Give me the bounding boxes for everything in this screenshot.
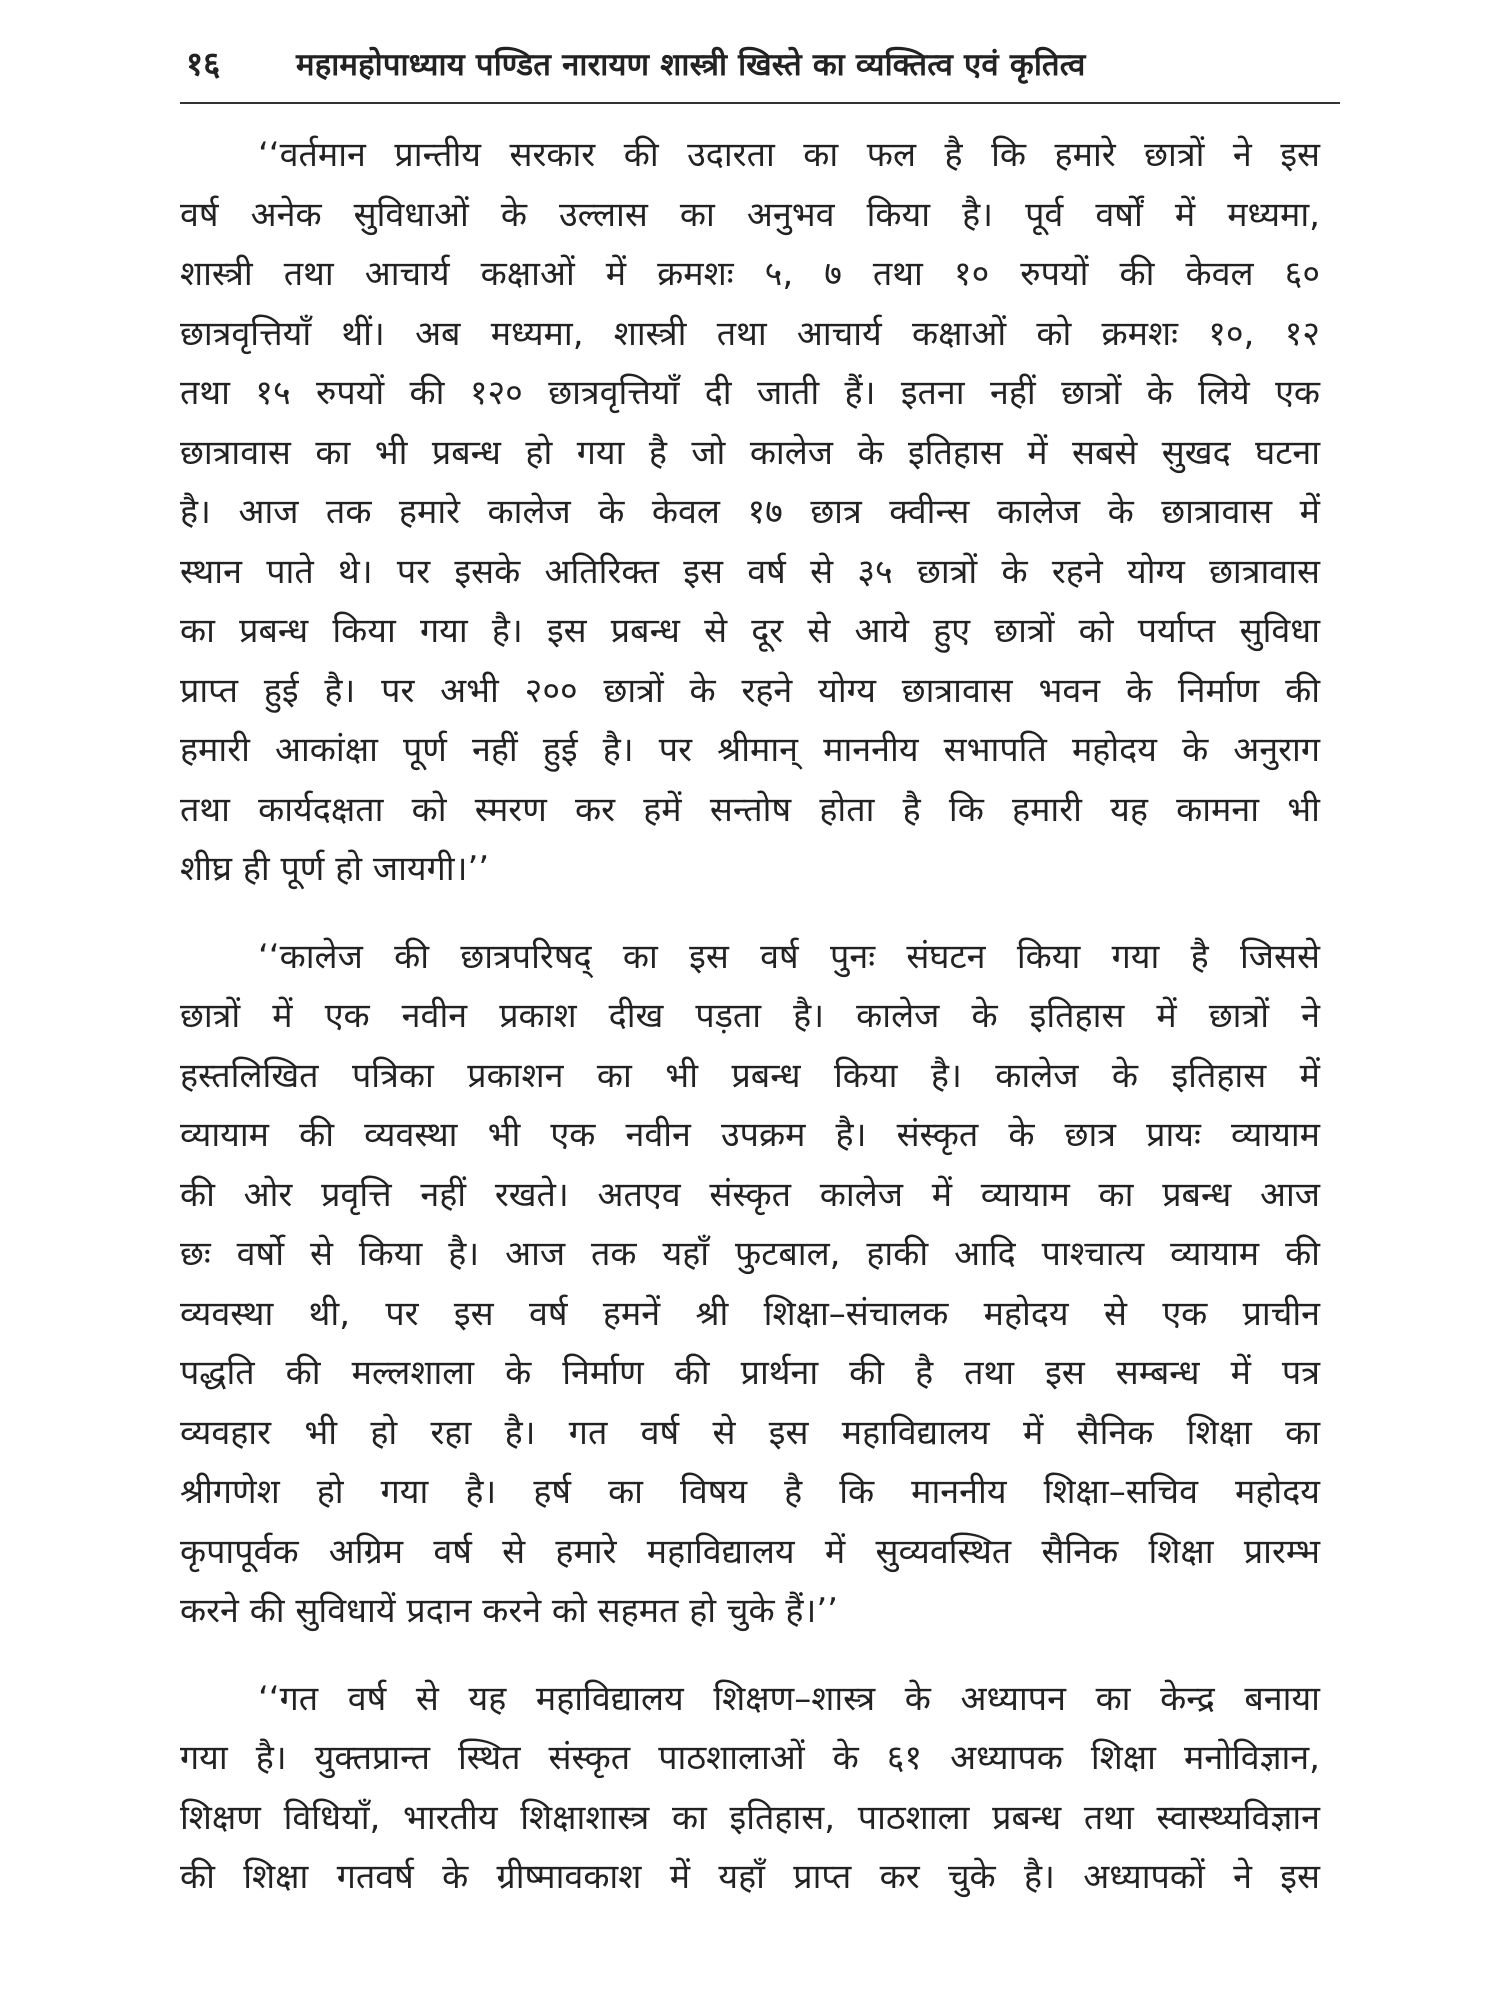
book-page [180,40,1320,1960]
text-line: स्थान पाते थे। पर इसके अतिरिक्त इस वर्ष से ३५ छात्रों के रहने योग्य छात्रावास [180,551,1320,592]
text-line: व्यवस्था थी, पर इस वर्ष हमनें श्री शिक्षा–संचालक महोदय से एक प्राचीन [180,1293,1320,1334]
text-line: है। आज तक हमारे कालेज के केवल १७ छात्र क्वीन्स कालेज के छात्रावास में [180,492,1320,532]
text-line: की ओर प्रवृत्ति नहीं रखते। अतएव संस्कृत कालेज में व्यायाम का प्रबन्ध आज [180,1174,1320,1215]
text-line: व्यायाम की व्यवस्था भी एक नवीन उपक्रम है। संस्कृत के छात्र प्रायः व्यायाम [180,1115,1320,1155]
paragraph-3 [180,1670,1320,1908]
text-line: प्राप्त हुई है। पर अभी २०० छात्रों के रहने योग्य छात्रावास भवन के निर्माण की [180,670,1320,711]
text-line: तथा कार्यदक्षता को स्मरण कर हमें सन्तोष होता है कि हमारी यह कामना भी [180,789,1320,830]
text-line: शिक्षण विधियाँ, भारतीय शिक्षाशास्त्र का इतिहास, पाठशाला प्रबन्ध तथा स्वास्थ्यविज्ञान [180,1797,1320,1838]
text-line: श्रीगणेश हो गया है। हर्ष का विषय है कि माननीय शिक्षा–सचिव महोदय [180,1472,1320,1512]
text-line: कृपापूर्वक अग्रिम वर्ष से हमारे महाविद्यालय में सुव्यवस्थित सैनिक शिक्षा प्रारम्भ [180,1531,1320,1572]
paragraph-1 [180,126,1320,900]
text-line: करने की सुविधायें प्रदान करने को सहमत हो चुके हैं।’’ [180,1591,838,1631]
text-line: की शिक्षा गतवर्ष के ग्रीष्मावकाश में यहाँ प्राप्त कर चुके है। अध्यापकों ने इस [180,1857,1320,1897]
text-line: ‘‘कालेज की छात्रपरिषद् का इस वर्ष पुनः संघटन किया गया है जिससे [258,936,1320,977]
text-line: ‘‘वर्तमान प्रान्तीय सरकार की उदारता का फल है कि हमारे छात्रों ने इस [258,135,1320,175]
text-line: छात्रवृत्तियाँ थीं। अब मध्यमा, शास्त्री तथा आचार्य कक्षाओं को क्रमशः १०, १२ [180,313,1320,354]
running-title: महामहोपाध्याय पण्डित नारायण शास्त्री खिस्ते का व्यक्तित्व एवं कृतित्व [296,47,1086,83]
text-line: हमारी आकांक्षा पूर्ण नहीं हुई है। पर श्रीमान् माननीय सभापति महोदय के अनुराग [180,730,1320,770]
page-header [180,40,1340,104]
text-line: छात्रों में एक नवीन प्रकाश दीख पड़ता है। कालेज के इतिहास में छात्रों ने [180,996,1320,1036]
body-text [180,126,1320,1908]
text-line: व्यवहार भी हो रहा है। गत वर्ष से इस महाविद्यालय में सैनिक शिक्षा का [180,1412,1320,1453]
text-line: शास्त्री तथा आचार्य कक्षाओं में क्रमशः ५, ७ तथा १० रुपयों की केवल ६० [180,254,1320,294]
text-line: हस्तलिखित पत्रिका प्रकाशन का भी प्रबन्ध किया है। कालेज के इतिहास में [180,1055,1320,1096]
text-line: छात्रावास का भी प्रबन्ध हो गया है जो कालेज के इतिहास में सबसे सुखद घटना [180,432,1320,473]
text-line: छः वर्षो से किया है। आज तक यहाँ फुटबाल, हाकी आदि पाश्चात्य व्यायाम की [180,1234,1320,1274]
text-line: का प्रबन्ध किया गया है। इस प्रबन्ध से दूर से आये हुए छात्रों को पर्याप्त सुविधा [180,611,1320,651]
text-line: गया है। युक्तप्रान्त स्थित संस्कृत पाठशालाओं के ६१ अध्यापक शिक्षा मनोविज्ञान, [180,1738,1320,1778]
text-line: वर्ष अनेक सुविधाओं के उल्लास का अनुभव किया है। पूर्व वर्षों में मध्यमा, [180,194,1320,235]
text-line: पद्धति की मल्लशाला के निर्माण की प्रार्थना की है तथा इस सम्बन्ध में पत्र [180,1353,1320,1393]
page-number: १६ [186,44,221,83]
text-line: ‘‘गत वर्ष से यह महाविद्यालय शिक्षण–शास्त्र के अध्यापन का केन्द्र बनाया [258,1678,1320,1719]
text-line: शीघ्र ही पूर्ण हो जायगी।’’ [180,849,490,889]
paragraph-2 [180,928,1320,1642]
text-line: तथा १५ रुपयों की १२० छात्रवृत्तियाँ दी जाती हैं। इतना नहीं छात्रों के लिये एक [180,373,1320,413]
